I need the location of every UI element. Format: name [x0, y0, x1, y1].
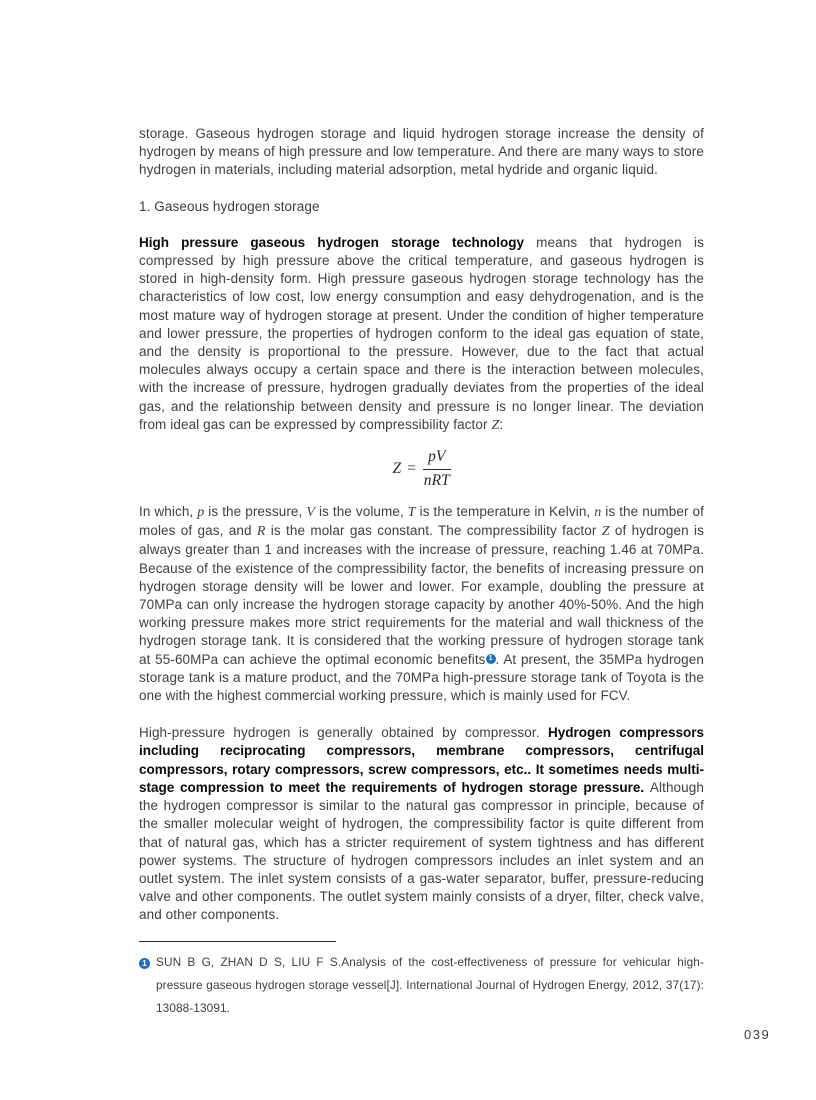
paragraph-high-pressure-storage: High pressure gaseous hydrogen storage technology means that hydrogen is compressed by high pressure above the critical temperature, and gaseous hydrogen is stored in high-density form. High pressure gaseous hydrogen storage technology has the characteristics of low cost, low energy consumption and easy dehydrogenation, and is the most mature way of hydrogen storage at present. Under the condition of higher temperature and lower pressure, the properties of hydrogen conform to the ideal gas equation of state, and the density is proportional to the pressure. However, due to the fact that actual molecules always occupy a certain space and there is the interaction between molecules, with the increase of pressure, hydrogen gradually deviates from the properties of the ideal gas, and the relationship between density and pressure is no longer linear. The deviation from ideal gas can be expressed by compressibility factor Z: [139, 234, 704, 433]
section-heading: 1. Gaseous hydrogen storage [139, 198, 320, 214]
paragraph-intro: storage. Gaseous hydrogen storage and liquid hydrogen storage increase the density of hydrogen by means of high pressure and low temperature. And there are many ways to store hydrogen in materials, including material adsorption, metal hydride and organic liquid. [139, 126, 704, 178]
page-content [139, 125, 704, 1020]
footnote-number-icon: 1 [139, 958, 150, 969]
formula-equals: = [407, 459, 417, 477]
formula-denominator: nRT [423, 471, 450, 489]
footnote-separator [139, 941, 336, 942]
page-number: 039 [744, 1027, 771, 1042]
formula-numerator: pV [423, 448, 450, 469]
footnote [139, 951, 704, 1020]
paragraph-compressors: High-pressure hydrogen is generally obtained by compressor. Hydrogen compressors including reciprocating compressors, membrane compressors, centrifugal compressors, rotary compressors, screw compressors, etc.. It sometimes needs multi-stage compression to meet the requirements of hydrogen storage pressure. Although the hydrogen compressor is similar to the natural gas compressor in principle, because of the smaller molecular weight of hydrogen, the compressibility factor is quite different from that of natural gas, which has a stricter requirement of system tightness and has different power systems. The structure of hydrogen compressors includes an inlet system and an outlet system. The inlet system consists of a gas-water separator, buffer, pressure-reducing valve and other components. The outlet system mainly consists of a dryer, filter, check valve, and other components. [139, 725, 704, 923]
formula-fraction [423, 448, 450, 489]
footnote-text: SUN B G, ZHAN D S, LIU F S.Analysis of the cost-effectiveness of pressure for vehicular high-pressure gaseous hydrogen storage vessel[J]. International Journal of Hydrogen Energy, 2012, 37(17): 13088-13091. [156, 954, 704, 1015]
paragraph-compressibility-factor: In which, p is the pressure, V is the volume, T is the temperature in Kelvin, n is the number of moles of gas, and R is the molar gas constant. The compressibility factor Z of hydrogen is always greater than 1 and increases with the increase of pressure, reaching 1.46 at 70MPa. Because of the existence of the compressibility factor, the benefits of increasing pressure on hydrogen storage density will be lower and lower. For example, doubling the pressure at 70MPa can only increase the hydrogen storage capacity by another 40%-50%. And the high working pressure makes more strict requirements for the material and wall thickness of the hydrogen storage tank. It is considered that the working pressure of hydrogen storage tank at 55-60MPa can achieve the optimal economic benefits 1 . At present, the 35MPa hydrogen storage tank is a mature product, and the 70MPa high-pressure storage tank of Toyota is the one with the highest commercial working pressure, which is mainly used for FCV. [139, 504, 704, 704]
footnote-ref-icon: 1 [486, 654, 496, 664]
compressibility-formula [139, 435, 704, 503]
formula-lhs: Z [392, 459, 402, 477]
